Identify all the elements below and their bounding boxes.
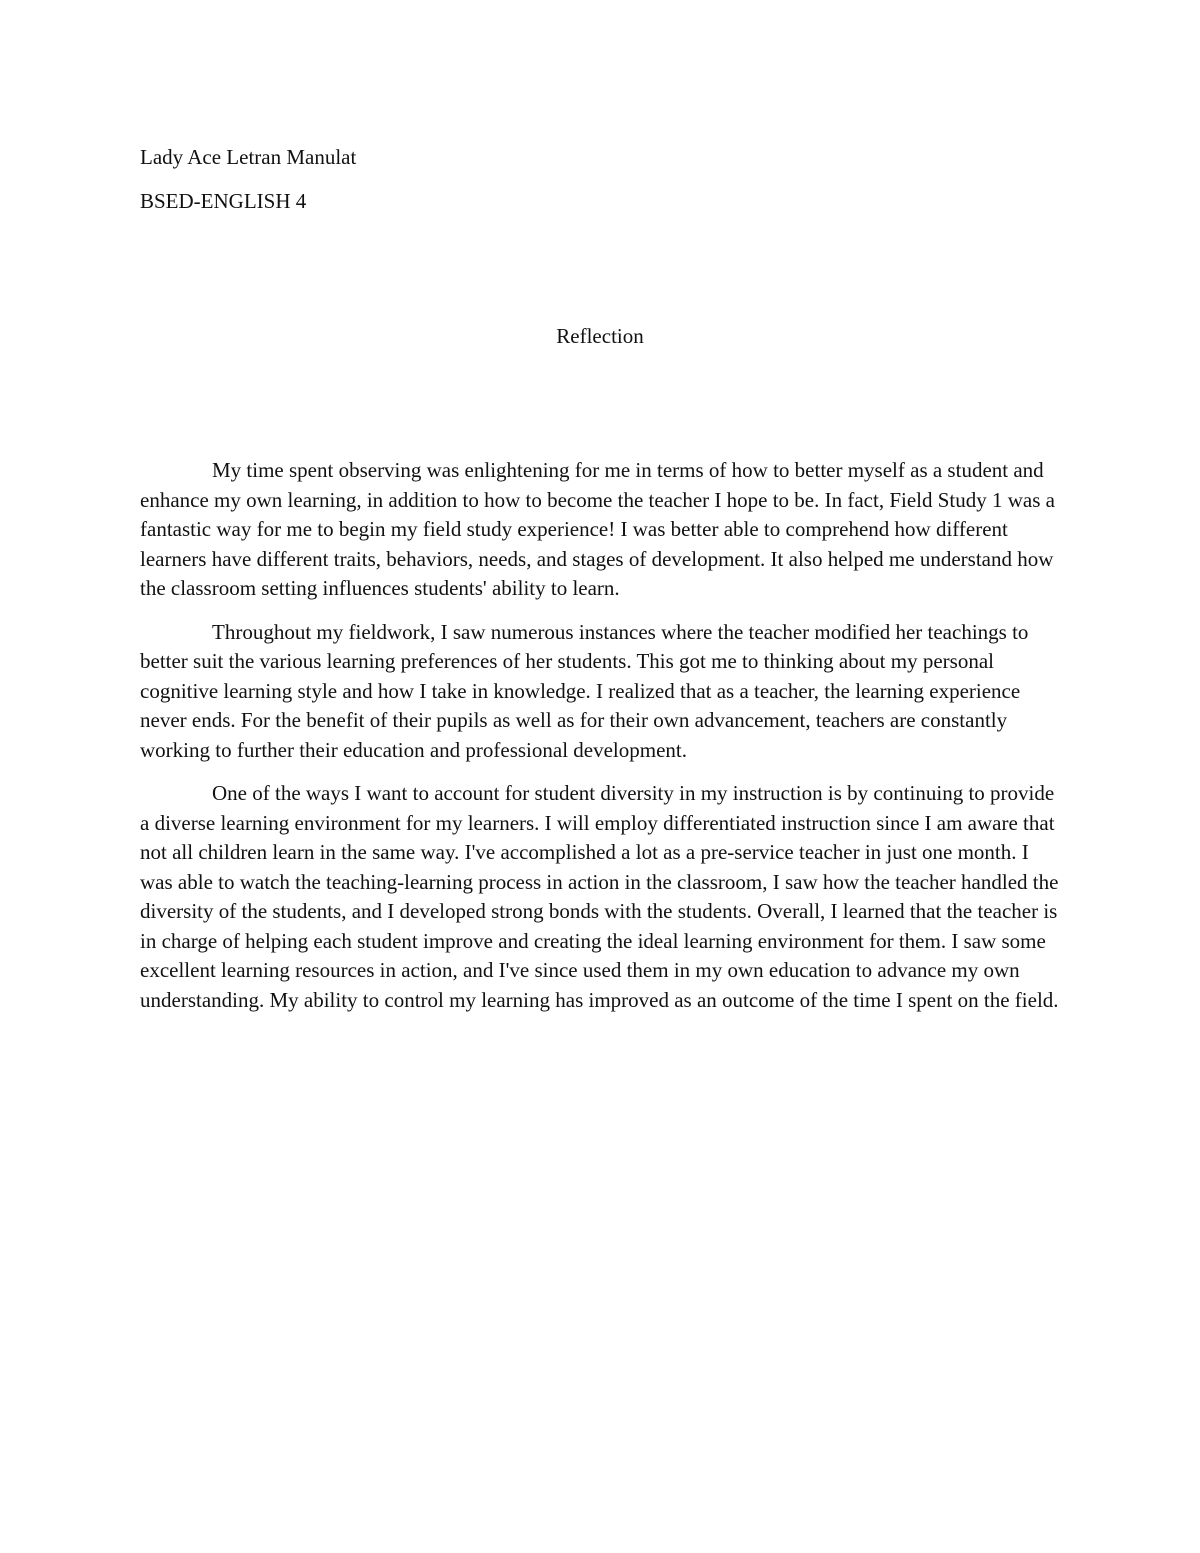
author-name: Lady Ace Letran Manulat	[140, 145, 357, 169]
paragraph-1: My time spent observing was enlightening for me in terms of how to better myself as a student and enhance my own learning, in addition to how to become the teacher I hope to be. In fact, Field Study 1 was a fantastic way for me to begin my field study experience! I was better able to comprehend how different learners have different traits, behaviors, needs, and stages of development. It also helped me understand how the classroom setting influences students' ability to learn.	[140, 458, 1055, 600]
paragraph-3: One of the ways I want to account for student diversity in my instruction is by continuing to provide a diverse learning environment for my learners. I will employ differentiated instruction since I am aware that not all children learn in the same way. I've accomplished a lot as a pre-service teacher in just one month. I was able to watch the teaching-learning process in action in the classroom, I saw how the teacher handled the diversity of the students, and I developed strong bonds with the students. Overall, I learned that the teacher is in charge of helping each student improve and creating the ideal learning environment for them. I saw some excellent learning resources in action, and I've since used them in my own education to advance my own understanding. My ability to control my learning has improved as an outcome of the time I spent on the field.	[140, 781, 1059, 1012]
course-label: BSED-ENGLISH 4	[140, 189, 307, 213]
document-body	[140, 456, 1062, 1029]
document-title: Reflection	[556, 324, 644, 348]
paragraph-2: Throughout my fieldwork, I saw numerous instances where the teacher modified her teachings to better suit the various learning preferences of her students. This got me to thinking about my personal cognitive learning style and how I take in knowledge. I realized that as a teacher, the learning experience never ends. For the benefit of their pupils as well as for their own advancement, teachers are constantly working to further their education and professional development.	[140, 619, 1029, 762]
